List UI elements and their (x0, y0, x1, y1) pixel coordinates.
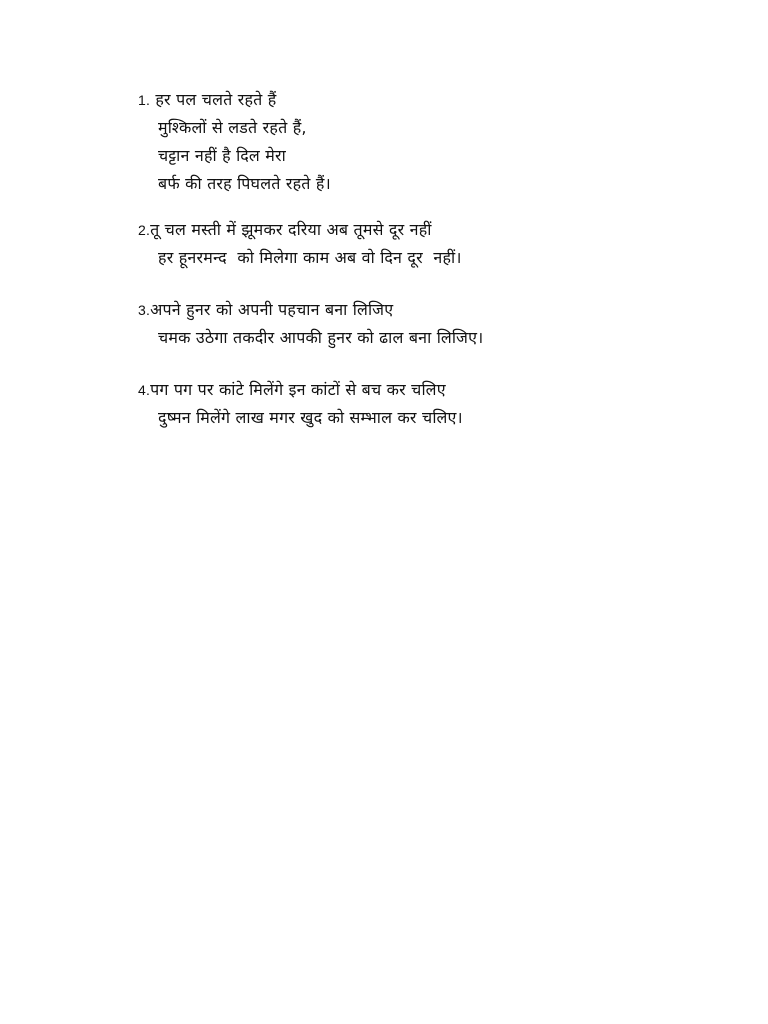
stanza-1-line-3: चट्टान नहीं है दिल मेरा (158, 146, 286, 165)
stanza-number: 2. (138, 222, 151, 238)
stanza-1 (138, 86, 738, 198)
stanza-2-line-1 (138, 216, 738, 244)
stanza-line-text: हर पल चलते रहते हैं (150, 90, 277, 109)
stanza-1-line-4: बर्फ की तरह पिघलते रहते हैं। (158, 174, 331, 193)
stanza-2 (138, 216, 738, 272)
stanza-number: 3. (138, 302, 151, 318)
stanza-line-text: पग पग पर कांटे मिलेंगे इन कांटों से बच कर चलिए (150, 380, 446, 399)
stanza-4-line-2: दुष्मन मिलेंगे लाख मगर खुद को सम्भाल कर चलिए। (158, 408, 463, 427)
stanza-line-text: तू चल मस्ती में झूमकर दरिया अब तूमसे दूर नहीं (150, 220, 432, 239)
stanza-line-text: अपने हुनर को अपनी पहचान बना लिजिए (150, 300, 394, 319)
stanza-3-line-1 (138, 296, 738, 324)
stanza-3-line-2: चमक उठेगा तकदीर आपकी हुनर को ढाल बना लिजिए। (158, 328, 484, 347)
stanza-2-line-2: हर हूनरमन्द को मिलेगा काम अब वो दिन दूर नहीं। (158, 248, 462, 267)
stanza-number: 1. (138, 92, 151, 108)
stanza-3 (138, 296, 738, 352)
stanza-4-line-1 (138, 376, 738, 404)
stanza-1-line-2: मुश्किलों से लडते रहते हैं, (158, 118, 307, 137)
stanza-1-line-1 (138, 86, 738, 114)
stanza-4 (138, 376, 738, 432)
stanza-number: 4. (138, 382, 151, 398)
